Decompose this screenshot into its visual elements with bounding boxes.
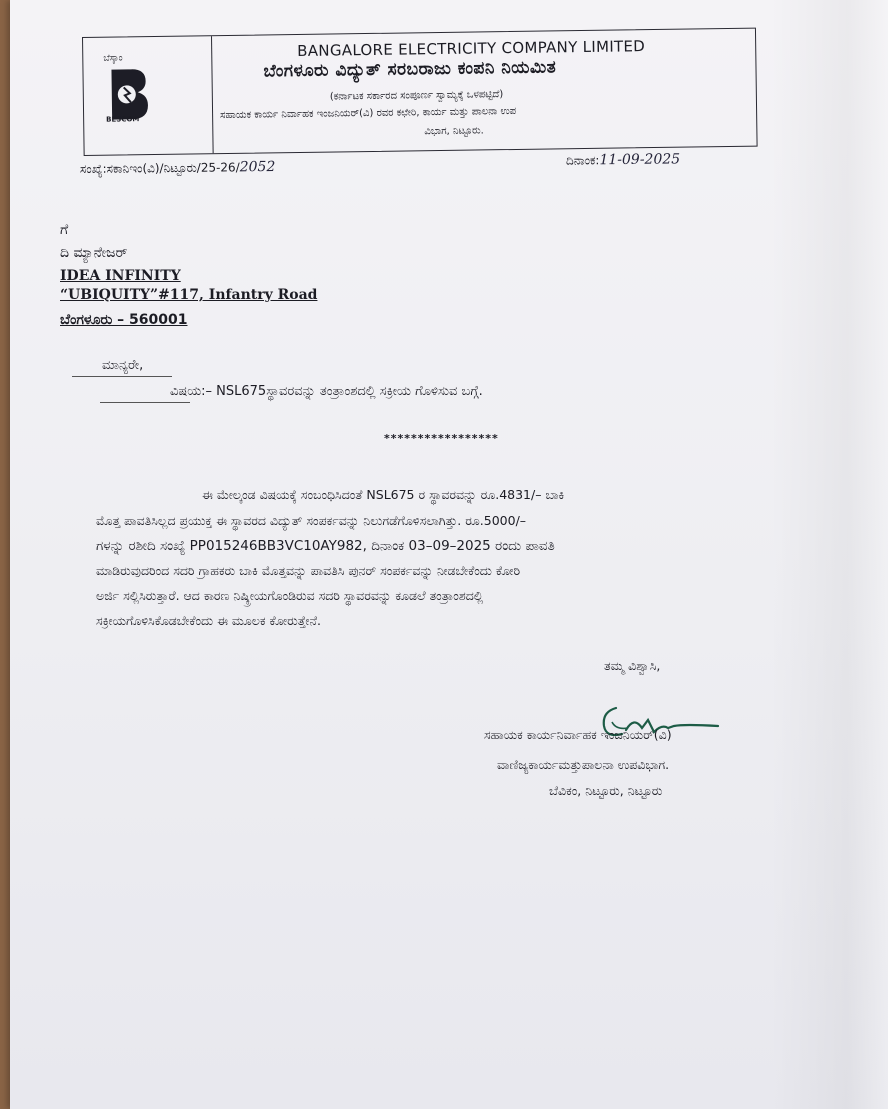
- closing: ತಮ್ಮ ವಿಶ್ವಾಸಿ,: [604, 658, 661, 673]
- logo-name: BESCOM: [106, 115, 140, 124]
- company-subtitle: (ಕರ್ನಾಟಕ ಸರ್ಕಾರದ ಸಂಪೂರ್ಣ ಸ್ವಾಮ್ಯಕ್ಕೆ ಒಳಪಟ್ಟಿದೆ): [329, 89, 504, 103]
- address-to: ಗೆ: [60, 222, 69, 238]
- subject-line: ವಿಷಯ:– NSL675ಸ್ಥಾವರವನ್ನು ತಂತ್ರಾಂಶದಲ್ಲಿ ಸಕ್ರೀಯ ಗೊಳಿಸುವ ಬಗ್ಗೆ.: [170, 384, 483, 399]
- body-line-2: ಮೊತ್ತ ಪಾವತಿಸಿಲ್ಲದ ಪ್ರಯುಕ್ತ ಈ ಸ್ಥಾವರದ ವಿದ್ಯುತ್ ಸಂಪರ್ಕವನ್ನು ನಿಲುಗಡೆಗೊಳಿಸಲಾಗಿತ್ತು. ರೂ.5000/–: [96, 513, 527, 528]
- logo-cell: [83, 36, 214, 155]
- body-line-3: ಗಳನ್ನು ರಶೀದಿ ಸಂಖ್ಯೆ PP015246BB3VC10AY982, ದಿನಾಂಕ 03–09–2025 ರಂದು ಪಾವತಿ: [96, 538, 555, 554]
- letterhead-box: [82, 28, 758, 156]
- company-name-english: BANGALORE ELECTRICITY COMPANY LIMITED: [297, 37, 646, 60]
- body-line-5: ಅರ್ಜಿ ಸಲ್ಲಿಸಿರುತ್ತಾರೆ. ಆದ ಕಾರಣ ನಿಷ್ಕ್ರೀಯಗೊಂಡಿರುವ ಸದರಿ ಸ್ಥಾವರವನ್ನು ಕೂಡಲೆ ತಂತ್ರಾಂಶದಲ್ಲಿ: [96, 588, 484, 603]
- salutation: ಮಾನ್ಯರೇ,: [102, 358, 144, 373]
- body-line-4: ಮಾಡಿರುವುದರಿಂದ ಸದರಿ ಗ್ರಾಹಕರು ಬಾಕಿ ಮೊತ್ತವನ್ನು ಪಾವತಿಸಿ ಪುನರ್ ಸಂಪರ್ಕವನ್ನು ನೀಡಬೇಕೆಂದು ಕೋರಿ: [96, 563, 521, 578]
- designation-line-3: ಬೆವಿಕಂ, ನಿಟ್ಟೂರು, ನಿಟ್ಟೂರು: [549, 783, 663, 798]
- reference-number: [80, 159, 276, 177]
- company-name-kannada: ಬೆಂಗಳೂರು ವಿದ್ಯುತ್ ಸರಬರಾಜು ಕಂಪನಿ ನಿಯಮಿತ: [263, 57, 557, 82]
- subject-rule: [100, 402, 190, 403]
- reference-printed: ಸಂಖ್ಯೆ:ಸಕಾನಿಇಂ(ವಿ)/ನಿಟ್ಟೂರು/25-26/: [79, 160, 240, 177]
- designation-line-2: ವಾಣಿಜ್ಯಕಾರ್ಯಮತ್ತುಪಾಲನಾ ಉಪವಿಭಾಗ.: [497, 757, 670, 772]
- designation-line-1: ಸಹಾಯಕ ಕಾರ್ಯನಿರ್ವಾಹಕ ಇಂಜನಿಯರ್(ವಿ): [484, 727, 672, 742]
- letter-date: [566, 151, 680, 168]
- office-line-2: ವಿಭಾಗ, ನಿಟ್ಟೂರು.: [424, 125, 484, 138]
- date-label: ದಿನಾಂಕ:: [565, 153, 600, 168]
- recipient-company: IDEA INFINITY: [60, 268, 181, 284]
- separator-stars: *****************: [384, 432, 499, 445]
- recipient-city: ಬೆಂಗಳೂರು – 560001: [60, 312, 188, 328]
- date-handwritten: 11-09-2025: [599, 151, 681, 169]
- logo-caption: ಬೆಸ್ಕಾಂ: [103, 53, 123, 64]
- page-fold-shadow: [770, 0, 888, 1109]
- recipient-title: ದಿ ಮ್ಯಾನೇಜರ್: [60, 245, 128, 261]
- salutation-rule: [72, 376, 172, 377]
- office-line-1: ಸಹಾಯಕ ಕಾರ್ಯ ನಿರ್ವಾಹಕ ಇಂಜನಿಯರ್(ವಿ) ರವರ ಕಛೇರಿ, ಕಾರ್ಯ ಮತ್ತು ಪಾಲನಾ ಉಪ: [220, 105, 517, 122]
- reference-handwritten: 2052: [239, 158, 276, 176]
- body-line-6: ಸಕ್ರೀಯಗೊಳಿಸಿಕೊಡಬೇಕೆಂದು ಈ ಮೂಲಕ ಕೋರುತ್ತೇನೆ.: [96, 613, 321, 628]
- body-line-1: ಈ ಮೇಲ್ಕಂಡ ವಿಷಯಕ್ಕೆ ಸಂಬಂಧಿಸಿದಂತೆ NSL675 ರ ಸ್ಥಾವರವನ್ನು ರೂ.4831/– ಬಾಕಿ: [202, 487, 565, 502]
- recipient-street: “UBIQUITY”#117, Infantry Road: [60, 287, 318, 303]
